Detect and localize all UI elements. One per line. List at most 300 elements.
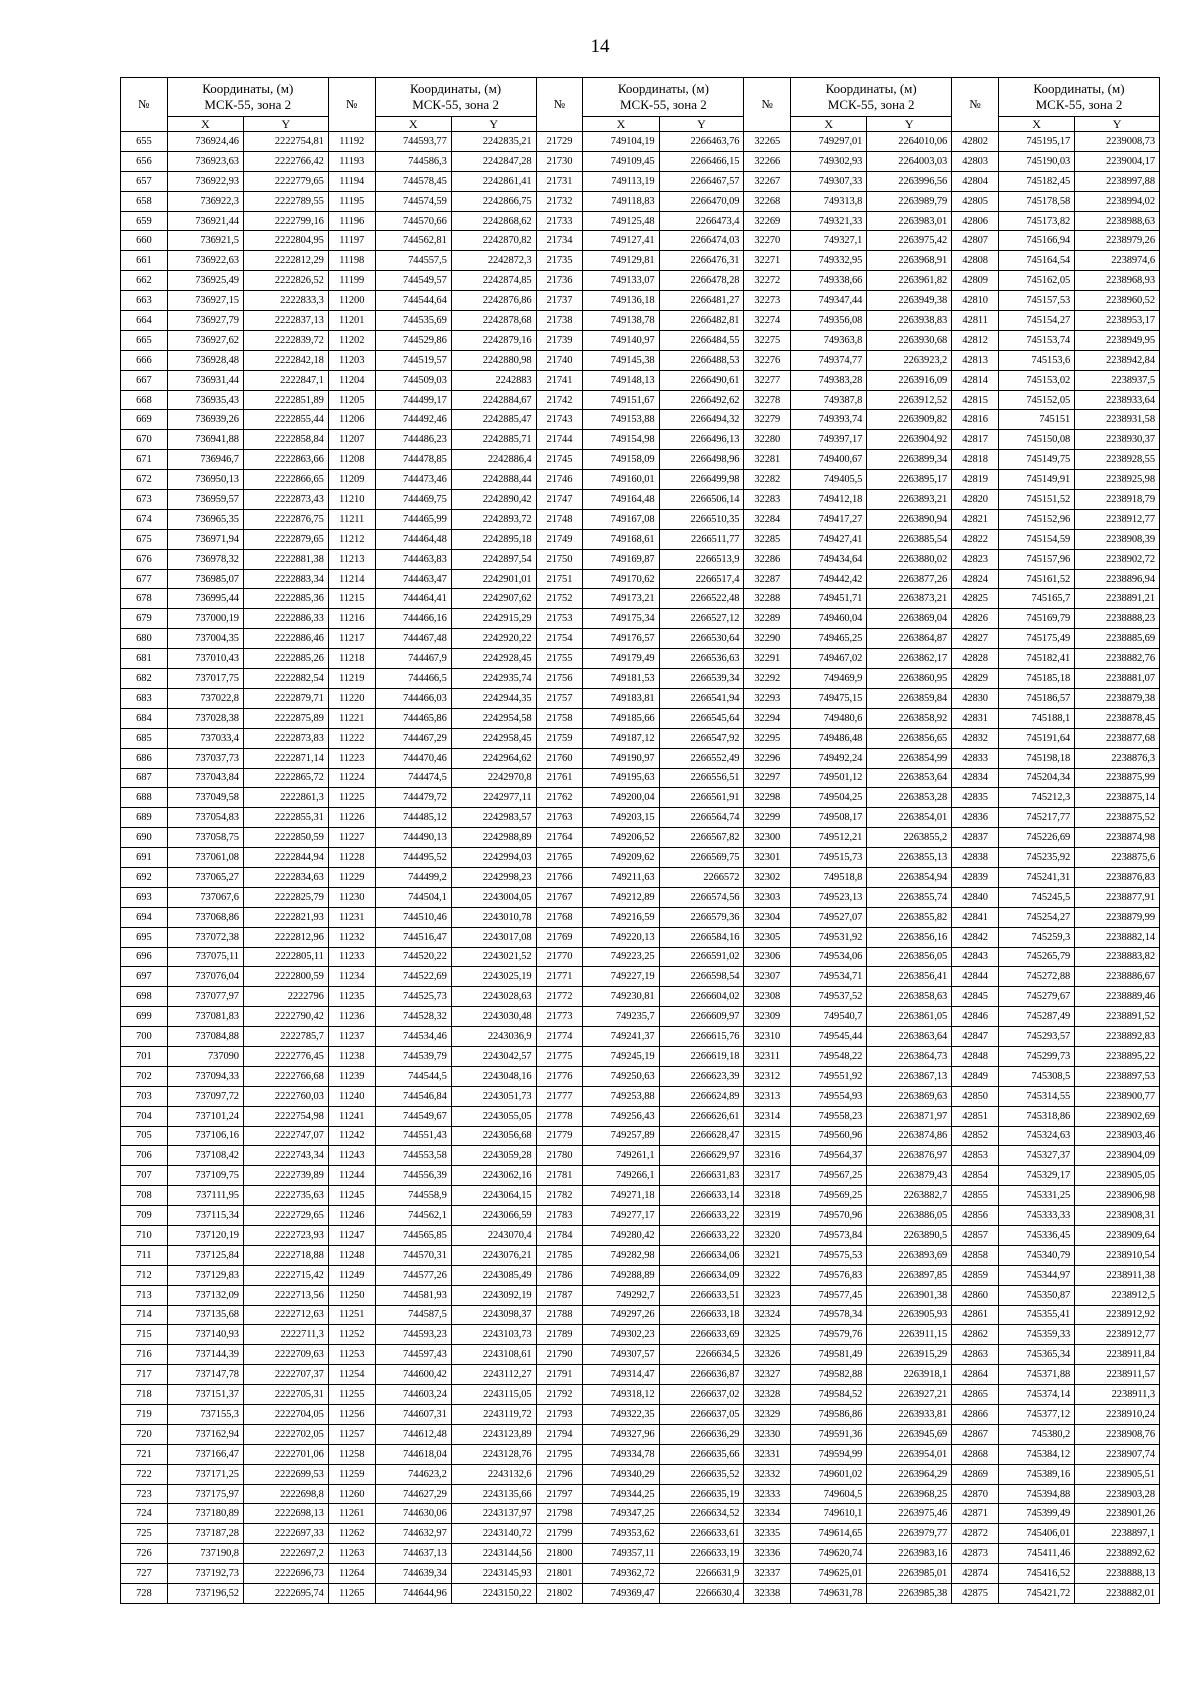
y-coordinate-cell: 2238974,6 xyxy=(1075,251,1160,271)
table-row xyxy=(121,947,1160,967)
y-coordinate-cell: 2222776,45 xyxy=(243,1046,328,1066)
column-number-header: № xyxy=(328,78,375,132)
point-number-cell: 657 xyxy=(121,171,168,191)
point-number-cell: 32305 xyxy=(744,927,791,947)
y-coordinate-cell: 2263876,97 xyxy=(867,1146,952,1166)
point-number-cell: 21763 xyxy=(536,808,583,828)
point-number-cell: 21778 xyxy=(536,1106,583,1126)
point-number-cell: 673 xyxy=(121,490,168,510)
y-coordinate-cell: 2263918,1 xyxy=(867,1365,952,1385)
x-coordinate-cell: 744466,03 xyxy=(375,688,451,708)
header-row-axes xyxy=(121,117,1160,132)
table-row xyxy=(121,688,1160,708)
x-coordinate-cell: 749601,02 xyxy=(791,1464,867,1484)
x-coordinate-cell: 749577,45 xyxy=(791,1285,867,1305)
y-coordinate-cell: 2242888,44 xyxy=(451,470,536,490)
x-coordinate-cell: 749540,7 xyxy=(791,1007,867,1027)
point-number-cell: 32310 xyxy=(744,1027,791,1047)
point-number-cell: 11229 xyxy=(328,867,375,887)
y-coordinate-cell: 2222800,59 xyxy=(243,967,328,987)
point-number-cell: 42825 xyxy=(952,589,999,609)
y-coordinate-cell: 2238942,84 xyxy=(1075,350,1160,370)
x-coordinate-cell: 736931,44 xyxy=(167,370,243,390)
point-number-cell: 692 xyxy=(121,867,168,887)
point-number-cell: 32332 xyxy=(744,1464,791,1484)
column-y-header: Y xyxy=(451,117,536,132)
point-number-cell: 42823 xyxy=(952,549,999,569)
y-coordinate-cell: 2266633,22 xyxy=(659,1225,744,1245)
point-number-cell: 686 xyxy=(121,748,168,768)
y-coordinate-cell: 2243076,21 xyxy=(451,1245,536,1265)
point-number-cell: 32287 xyxy=(744,569,791,589)
point-number-cell: 21734 xyxy=(536,231,583,251)
point-number-cell: 21758 xyxy=(536,708,583,728)
point-number-cell: 42846 xyxy=(952,1007,999,1027)
y-coordinate-cell: 2238891,52 xyxy=(1075,1007,1160,1027)
y-coordinate-cell: 2242861,41 xyxy=(451,171,536,191)
point-number-cell: 32316 xyxy=(744,1146,791,1166)
y-coordinate-cell: 2222789,55 xyxy=(243,191,328,211)
x-coordinate-cell: 736941,88 xyxy=(167,430,243,450)
x-coordinate-cell: 745394,88 xyxy=(998,1484,1074,1504)
point-number-cell: 11218 xyxy=(328,649,375,669)
x-coordinate-cell: 745331,25 xyxy=(998,1186,1074,1206)
y-coordinate-cell: 2243062,16 xyxy=(451,1166,536,1186)
x-coordinate-cell: 744618,04 xyxy=(375,1444,451,1464)
x-coordinate-cell: 745272,88 xyxy=(998,967,1074,987)
table-row xyxy=(121,788,1160,808)
x-coordinate-cell: 745299,73 xyxy=(998,1046,1074,1066)
point-number-cell: 42826 xyxy=(952,609,999,629)
y-coordinate-cell: 2242970,8 xyxy=(451,768,536,788)
y-coordinate-cell: 2222842,18 xyxy=(243,350,328,370)
point-number-cell: 21776 xyxy=(536,1066,583,1086)
point-number-cell: 11213 xyxy=(328,549,375,569)
point-number-cell: 42810 xyxy=(952,291,999,311)
x-coordinate-cell: 745154,27 xyxy=(998,311,1074,331)
point-number-cell: 11231 xyxy=(328,907,375,927)
column-y-header: Y xyxy=(659,117,744,132)
point-number-cell: 21745 xyxy=(536,450,583,470)
y-coordinate-cell: 2263909,82 xyxy=(867,410,952,430)
point-number-cell: 11255 xyxy=(328,1385,375,1405)
point-number-cell: 21768 xyxy=(536,907,583,927)
y-coordinate-cell: 2242897,54 xyxy=(451,549,536,569)
y-coordinate-cell: 2266630,4 xyxy=(659,1584,744,1604)
point-number-cell: 42842 xyxy=(952,927,999,947)
x-coordinate-cell: 749223,25 xyxy=(583,947,659,967)
x-coordinate-cell: 737097,72 xyxy=(167,1086,243,1106)
y-coordinate-cell: 2266635,52 xyxy=(659,1464,744,1484)
y-coordinate-cell: 2266634,5 xyxy=(659,1345,744,1365)
y-coordinate-cell: 2238909,64 xyxy=(1075,1225,1160,1245)
x-coordinate-cell: 749212,89 xyxy=(583,887,659,907)
x-coordinate-cell: 745153,02 xyxy=(998,370,1074,390)
y-coordinate-cell: 2266527,12 xyxy=(659,609,744,629)
x-coordinate-cell: 749334,78 xyxy=(583,1444,659,1464)
x-coordinate-cell: 749250,63 xyxy=(583,1066,659,1086)
y-coordinate-cell: 2243036,9 xyxy=(451,1027,536,1047)
y-coordinate-cell: 2242883 xyxy=(451,370,536,390)
y-coordinate-cell: 2266623,39 xyxy=(659,1066,744,1086)
x-coordinate-cell: 736946,7 xyxy=(167,450,243,470)
point-number-cell: 21749 xyxy=(536,529,583,549)
point-number-cell: 11209 xyxy=(328,470,375,490)
point-number-cell: 42859 xyxy=(952,1265,999,1285)
point-number-cell: 21785 xyxy=(536,1245,583,1265)
x-coordinate-cell: 745182,41 xyxy=(998,649,1074,669)
y-coordinate-cell: 2243048,16 xyxy=(451,1066,536,1086)
point-number-cell: 42835 xyxy=(952,788,999,808)
y-coordinate-cell: 2222886,33 xyxy=(243,609,328,629)
y-coordinate-cell: 2263873,21 xyxy=(867,589,952,609)
y-coordinate-cell: 2222865,72 xyxy=(243,768,328,788)
y-coordinate-cell: 2266631,9 xyxy=(659,1564,744,1584)
point-number-cell: 21775 xyxy=(536,1046,583,1066)
point-number-cell: 32289 xyxy=(744,609,791,629)
point-number-cell: 32281 xyxy=(744,450,791,470)
table-row xyxy=(121,191,1160,211)
point-number-cell: 722 xyxy=(121,1464,168,1484)
y-coordinate-cell: 2263874,86 xyxy=(867,1126,952,1146)
x-coordinate-cell: 745308,5 xyxy=(998,1066,1074,1086)
x-coordinate-cell: 744593,23 xyxy=(375,1325,451,1345)
x-coordinate-cell: 749594,99 xyxy=(791,1444,867,1464)
x-coordinate-cell: 737175,97 xyxy=(167,1484,243,1504)
y-coordinate-cell: 2263869,63 xyxy=(867,1086,952,1106)
y-coordinate-cell: 2243115,05 xyxy=(451,1385,536,1405)
y-coordinate-cell: 2238908,31 xyxy=(1075,1206,1160,1226)
point-number-cell: 32311 xyxy=(744,1046,791,1066)
y-coordinate-cell: 2242895,18 xyxy=(451,529,536,549)
x-coordinate-cell: 744549,57 xyxy=(375,271,451,291)
table-row xyxy=(121,430,1160,450)
y-coordinate-cell: 2263961,82 xyxy=(867,271,952,291)
coordinates-header-line1: Координаты, (м) xyxy=(410,81,502,96)
point-number-cell: 42874 xyxy=(952,1564,999,1584)
y-coordinate-cell: 2239008,73 xyxy=(1075,132,1160,152)
y-coordinate-cell: 2266569,75 xyxy=(659,848,744,868)
x-coordinate-cell: 749307,57 xyxy=(583,1345,659,1365)
point-number-cell: 32318 xyxy=(744,1186,791,1206)
x-coordinate-cell: 745241,31 xyxy=(998,867,1074,887)
y-coordinate-cell: 2266536,63 xyxy=(659,649,744,669)
point-number-cell: 11202 xyxy=(328,330,375,350)
x-coordinate-cell: 745259,3 xyxy=(998,927,1074,947)
point-number-cell: 42851 xyxy=(952,1106,999,1126)
x-coordinate-cell: 737115,34 xyxy=(167,1206,243,1226)
y-coordinate-cell: 2263864,87 xyxy=(867,629,952,649)
point-number-cell: 21780 xyxy=(536,1146,583,1166)
x-coordinate-cell: 744469,75 xyxy=(375,490,451,510)
point-number-cell: 21784 xyxy=(536,1225,583,1245)
point-number-cell: 32320 xyxy=(744,1225,791,1245)
x-coordinate-cell: 745149,75 xyxy=(998,450,1074,470)
x-coordinate-cell: 745150,08 xyxy=(998,430,1074,450)
coordinates-group-header xyxy=(583,78,744,117)
point-number-cell: 11261 xyxy=(328,1504,375,1524)
table-row xyxy=(121,728,1160,748)
point-number-cell: 42853 xyxy=(952,1146,999,1166)
x-coordinate-cell: 749586,86 xyxy=(791,1405,867,1425)
x-coordinate-cell: 749164,48 xyxy=(583,490,659,510)
x-coordinate-cell: 737111,95 xyxy=(167,1186,243,1206)
x-coordinate-cell: 749313,8 xyxy=(791,191,867,211)
table-row xyxy=(121,867,1160,887)
x-coordinate-cell: 745359,33 xyxy=(998,1325,1074,1345)
y-coordinate-cell: 2263927,21 xyxy=(867,1385,952,1405)
x-coordinate-cell: 736922,93 xyxy=(167,171,243,191)
x-coordinate-cell: 749211,63 xyxy=(583,867,659,887)
point-number-cell: 42809 xyxy=(952,271,999,291)
point-number-cell: 11207 xyxy=(328,430,375,450)
point-number-cell: 11215 xyxy=(328,589,375,609)
point-number-cell: 42819 xyxy=(952,470,999,490)
y-coordinate-cell: 2222837,13 xyxy=(243,311,328,331)
x-coordinate-cell: 749292,7 xyxy=(583,1285,659,1305)
point-number-cell: 11211 xyxy=(328,509,375,529)
x-coordinate-cell: 737077,97 xyxy=(167,987,243,1007)
point-number-cell: 698 xyxy=(121,987,168,1007)
y-coordinate-cell: 2238912,77 xyxy=(1075,509,1160,529)
y-coordinate-cell: 2222883,34 xyxy=(243,569,328,589)
x-coordinate-cell: 744470,46 xyxy=(375,748,451,768)
table-row xyxy=(121,828,1160,848)
point-number-cell: 11195 xyxy=(328,191,375,211)
point-number-cell: 42870 xyxy=(952,1484,999,1504)
point-number-cell: 21772 xyxy=(536,987,583,1007)
point-number-cell: 42847 xyxy=(952,1027,999,1047)
y-coordinate-cell: 2238892,83 xyxy=(1075,1027,1160,1047)
x-coordinate-cell: 749518,8 xyxy=(791,867,867,887)
point-number-cell: 32312 xyxy=(744,1066,791,1086)
x-coordinate-cell: 749220,13 xyxy=(583,927,659,947)
point-number-cell: 32275 xyxy=(744,330,791,350)
point-number-cell: 21740 xyxy=(536,350,583,370)
point-number-cell: 11254 xyxy=(328,1365,375,1385)
point-number-cell: 42816 xyxy=(952,410,999,430)
y-coordinate-cell: 2263968,25 xyxy=(867,1484,952,1504)
point-number-cell: 32306 xyxy=(744,947,791,967)
x-coordinate-cell: 749129,81 xyxy=(583,251,659,271)
x-coordinate-cell: 745152,05 xyxy=(998,390,1074,410)
y-coordinate-cell: 2263890,5 xyxy=(867,1225,952,1245)
point-number-cell: 21786 xyxy=(536,1265,583,1285)
table-row xyxy=(121,669,1160,689)
point-number-cell: 662 xyxy=(121,271,168,291)
y-coordinate-cell: 2263904,92 xyxy=(867,430,952,450)
y-coordinate-cell: 2263859,84 xyxy=(867,688,952,708)
point-number-cell: 21792 xyxy=(536,1385,583,1405)
y-coordinate-cell: 2266615,76 xyxy=(659,1027,744,1047)
y-coordinate-cell: 2222861,3 xyxy=(243,788,328,808)
point-number-cell: 21755 xyxy=(536,649,583,669)
point-number-cell: 21794 xyxy=(536,1424,583,1444)
point-number-cell: 42875 xyxy=(952,1584,999,1604)
point-number-cell: 706 xyxy=(121,1146,168,1166)
y-coordinate-cell: 2238882,76 xyxy=(1075,649,1160,669)
x-coordinate-cell: 749579,76 xyxy=(791,1325,867,1345)
x-coordinate-cell: 744525,73 xyxy=(375,987,451,1007)
table-row xyxy=(121,410,1160,430)
table-row xyxy=(121,370,1160,390)
y-coordinate-cell: 2266474,03 xyxy=(659,231,744,251)
point-number-cell: 32284 xyxy=(744,509,791,529)
table-header xyxy=(121,78,1160,132)
x-coordinate-cell: 745371,88 xyxy=(998,1365,1074,1385)
coordinates-group-header xyxy=(998,78,1159,117)
point-number-cell: 32334 xyxy=(744,1504,791,1524)
coordinates-group-header xyxy=(791,78,952,117)
y-coordinate-cell: 2238875,14 xyxy=(1075,788,1160,808)
y-coordinate-cell: 2266513,9 xyxy=(659,549,744,569)
y-coordinate-cell: 2222879,65 xyxy=(243,529,328,549)
x-coordinate-cell: 744562,81 xyxy=(375,231,451,251)
point-number-cell: 42866 xyxy=(952,1405,999,1425)
point-number-cell: 32313 xyxy=(744,1086,791,1106)
y-coordinate-cell: 2266633,14 xyxy=(659,1186,744,1206)
x-coordinate-cell: 749573,84 xyxy=(791,1225,867,1245)
point-number-cell: 661 xyxy=(121,251,168,271)
x-coordinate-cell: 745287,49 xyxy=(998,1007,1074,1027)
x-coordinate-cell: 737081,83 xyxy=(167,1007,243,1027)
x-coordinate-cell: 749297,26 xyxy=(583,1305,659,1325)
x-coordinate-cell: 749138,78 xyxy=(583,311,659,331)
y-coordinate-cell: 2238988,63 xyxy=(1075,211,1160,231)
x-coordinate-cell: 745161,52 xyxy=(998,569,1074,589)
x-coordinate-cell: 745318,86 xyxy=(998,1106,1074,1126)
y-coordinate-cell: 2266490,61 xyxy=(659,370,744,390)
point-number-cell: 21742 xyxy=(536,390,583,410)
x-coordinate-cell: 749332,95 xyxy=(791,251,867,271)
y-coordinate-cell: 2222805,11 xyxy=(243,947,328,967)
point-number-cell: 42852 xyxy=(952,1126,999,1146)
point-number-cell: 42820 xyxy=(952,490,999,510)
y-coordinate-cell: 2238907,74 xyxy=(1075,1444,1160,1464)
x-coordinate-cell: 745153,74 xyxy=(998,330,1074,350)
x-coordinate-cell: 745166,94 xyxy=(998,231,1074,251)
point-number-cell: 32307 xyxy=(744,967,791,987)
x-coordinate-cell: 745377,12 xyxy=(998,1405,1074,1425)
x-coordinate-cell: 744492,46 xyxy=(375,410,451,430)
point-number-cell: 21796 xyxy=(536,1464,583,1484)
coordinates-header-line2: МСК-55, зона 2 xyxy=(619,97,707,112)
y-coordinate-cell: 2222882,54 xyxy=(243,669,328,689)
point-number-cell: 42873 xyxy=(952,1544,999,1564)
y-coordinate-cell: 2263858,92 xyxy=(867,708,952,728)
point-number-cell: 21783 xyxy=(536,1206,583,1226)
x-coordinate-cell: 744549,67 xyxy=(375,1106,451,1126)
x-coordinate-cell: 749227,19 xyxy=(583,967,659,987)
x-coordinate-cell: 745178,58 xyxy=(998,191,1074,211)
y-coordinate-cell: 2238900,77 xyxy=(1075,1086,1160,1106)
y-coordinate-cell: 2266545,64 xyxy=(659,708,744,728)
y-coordinate-cell: 2239004,17 xyxy=(1075,151,1160,171)
point-number-cell: 32292 xyxy=(744,669,791,689)
x-coordinate-cell: 744562,1 xyxy=(375,1206,451,1226)
point-number-cell: 32294 xyxy=(744,708,791,728)
table-row xyxy=(121,171,1160,191)
y-coordinate-cell: 2238905,05 xyxy=(1075,1166,1160,1186)
point-number-cell: 705 xyxy=(121,1126,168,1146)
point-number-cell: 42833 xyxy=(952,748,999,768)
point-number-cell: 42807 xyxy=(952,231,999,251)
x-coordinate-cell: 744557,5 xyxy=(375,251,451,271)
point-number-cell: 42863 xyxy=(952,1345,999,1365)
point-number-cell: 32279 xyxy=(744,410,791,430)
x-coordinate-cell: 749417,27 xyxy=(791,509,867,529)
point-number-cell: 21751 xyxy=(536,569,583,589)
x-coordinate-cell: 744516,47 xyxy=(375,927,451,947)
point-number-cell: 11258 xyxy=(328,1444,375,1464)
y-coordinate-cell: 2266541,94 xyxy=(659,688,744,708)
y-coordinate-cell: 2266556,51 xyxy=(659,768,744,788)
x-coordinate-cell: 737072,38 xyxy=(167,927,243,947)
point-number-cell: 32271 xyxy=(744,251,791,271)
point-number-cell: 21760 xyxy=(536,748,583,768)
point-number-cell: 681 xyxy=(121,649,168,669)
y-coordinate-cell: 2266584,16 xyxy=(659,927,744,947)
x-coordinate-cell: 749548,22 xyxy=(791,1046,867,1066)
y-coordinate-cell: 2238877,91 xyxy=(1075,887,1160,907)
point-number-cell: 21802 xyxy=(536,1584,583,1604)
point-number-cell: 723 xyxy=(121,1484,168,1504)
table-row xyxy=(121,569,1160,589)
y-coordinate-cell: 2266619,18 xyxy=(659,1046,744,1066)
x-coordinate-cell: 745324,63 xyxy=(998,1126,1074,1146)
x-coordinate-cell: 744499,2 xyxy=(375,867,451,887)
y-coordinate-cell: 2266476,31 xyxy=(659,251,744,271)
y-coordinate-cell: 2266636,87 xyxy=(659,1365,744,1385)
point-number-cell: 32274 xyxy=(744,311,791,331)
point-number-cell: 42821 xyxy=(952,509,999,529)
y-coordinate-cell: 2263855,13 xyxy=(867,848,952,868)
x-coordinate-cell: 749369,47 xyxy=(583,1584,659,1604)
y-coordinate-cell: 2238888,23 xyxy=(1075,609,1160,629)
x-coordinate-cell: 749327,96 xyxy=(583,1424,659,1444)
x-coordinate-cell: 744639,34 xyxy=(375,1564,451,1584)
x-coordinate-cell: 749179,49 xyxy=(583,649,659,669)
point-number-cell: 715 xyxy=(121,1325,168,1345)
x-coordinate-cell: 749356,08 xyxy=(791,311,867,331)
y-coordinate-cell: 2238912,5 xyxy=(1075,1285,1160,1305)
y-coordinate-cell: 2266626,61 xyxy=(659,1106,744,1126)
point-number-cell: 32300 xyxy=(744,828,791,848)
table-row xyxy=(121,271,1160,291)
point-number-cell: 701 xyxy=(121,1046,168,1066)
y-coordinate-cell: 2222876,75 xyxy=(243,509,328,529)
y-coordinate-cell: 2238879,99 xyxy=(1075,907,1160,927)
y-coordinate-cell: 2266637,05 xyxy=(659,1405,744,1425)
point-number-cell: 656 xyxy=(121,151,168,171)
table-row xyxy=(121,549,1160,569)
y-coordinate-cell: 2238904,09 xyxy=(1075,1146,1160,1166)
x-coordinate-cell: 737090 xyxy=(167,1046,243,1066)
x-coordinate-cell: 744463,47 xyxy=(375,569,451,589)
point-number-cell: 21756 xyxy=(536,669,583,689)
point-number-cell: 42869 xyxy=(952,1464,999,1484)
x-coordinate-cell: 737192,73 xyxy=(167,1564,243,1584)
point-number-cell: 688 xyxy=(121,788,168,808)
x-coordinate-cell: 749216,59 xyxy=(583,907,659,927)
point-number-cell: 21799 xyxy=(536,1524,583,1544)
y-coordinate-cell: 2222863,66 xyxy=(243,450,328,470)
point-number-cell: 11198 xyxy=(328,251,375,271)
table-row xyxy=(121,967,1160,987)
x-coordinate-cell: 749383,28 xyxy=(791,370,867,390)
point-number-cell: 714 xyxy=(121,1305,168,1325)
table-row xyxy=(121,490,1160,510)
